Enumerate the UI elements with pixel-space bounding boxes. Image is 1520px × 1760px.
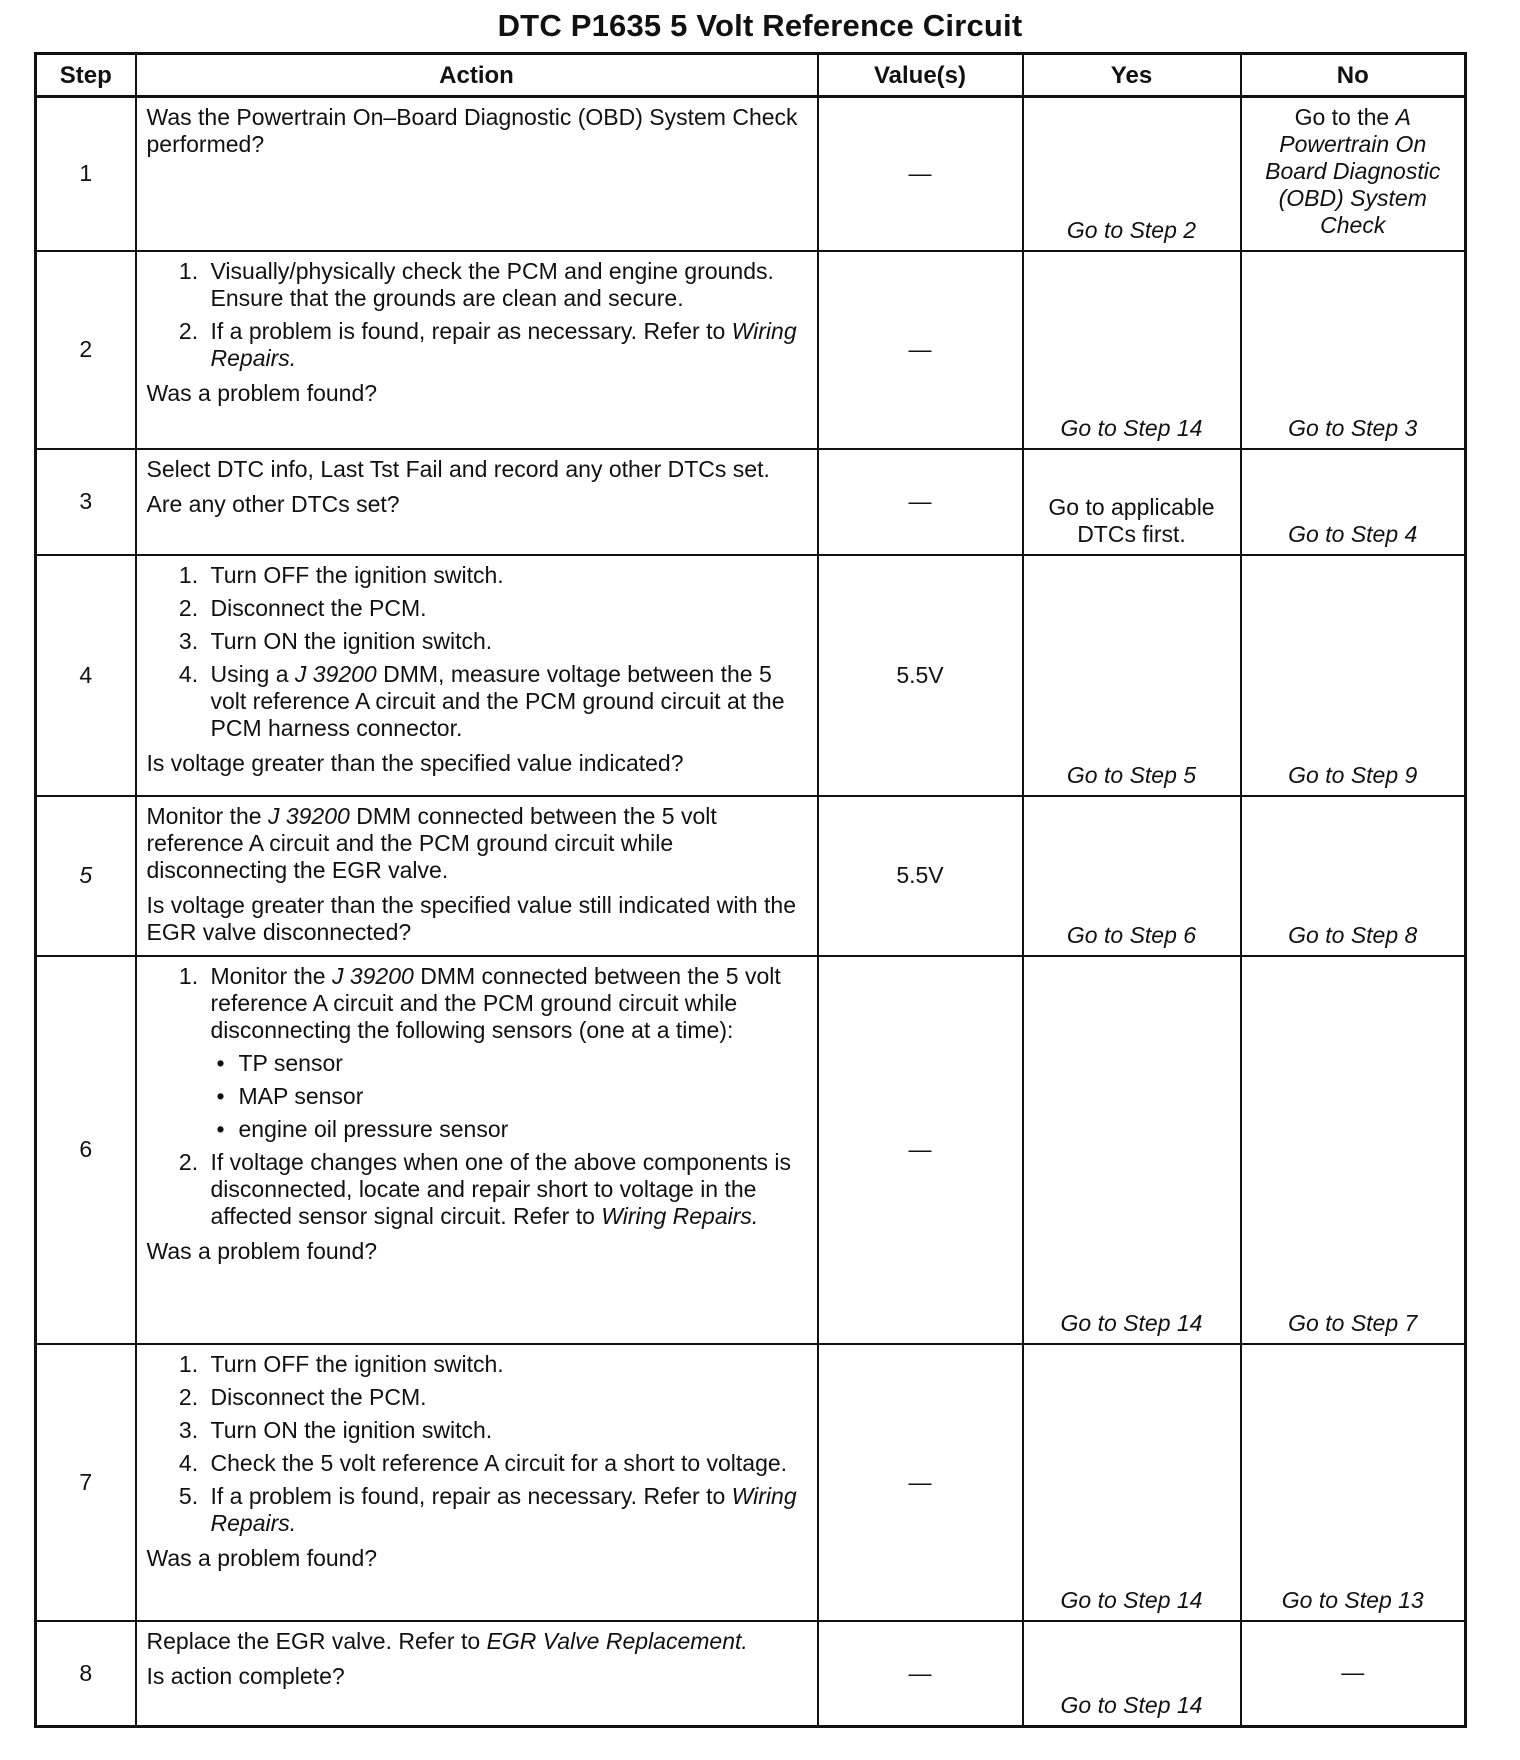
header-step: Step bbox=[36, 54, 136, 97]
action-step: 1. Visually/physically check the PCM and engine grounds. Ensure that the grounds are clean and secure. bbox=[205, 258, 807, 312]
table-row-step-2 bbox=[36, 251, 1466, 449]
action-step: 2. Disconnect the PCM. bbox=[205, 1384, 807, 1411]
action-cell bbox=[136, 1344, 818, 1621]
table-row-step-5 bbox=[36, 796, 1466, 956]
header-no: No bbox=[1241, 54, 1466, 97]
action-cell bbox=[136, 97, 818, 251]
step-number: 2 bbox=[36, 251, 136, 449]
yes-cell bbox=[1023, 1621, 1241, 1727]
action-steps bbox=[147, 258, 807, 372]
reference-link[interactable]: Wiring Repairs. bbox=[210, 317, 797, 371]
step-number: 1 bbox=[36, 97, 136, 251]
no-link[interactable]: Go to Step 9 bbox=[1288, 761, 1418, 788]
yes-cell bbox=[1023, 1344, 1241, 1621]
yes-link[interactable]: Go to Step 14 bbox=[1060, 1586, 1203, 1613]
header-yes: Yes bbox=[1023, 54, 1241, 97]
action-question: Is voltage greater than the specified value indicated? bbox=[146, 749, 684, 776]
step-number: 4 bbox=[36, 555, 136, 796]
yes-link[interactable]: Go to Step 14 bbox=[1060, 414, 1203, 441]
sensor-item: • engine oil pressure sensor bbox=[239, 1116, 807, 1143]
yes-cell bbox=[1023, 251, 1241, 449]
action-cell bbox=[136, 251, 818, 449]
action-step: 2. If voltage changes when one of the above components is disconnected, locate and repair short to voltage in the affected sensor signal circuit. Refer to Wiring Repairs. bbox=[205, 1149, 807, 1230]
table-header-row bbox=[36, 54, 1466, 97]
action-text: Monitor the J 39200 DMM connected between the 5 volt reference A circuit and the PCM ground circuit while disconnecting the EGR valve. bbox=[146, 802, 717, 883]
action-step: 2. If a problem is found, repair as necessary. Refer to Wiring Repairs. bbox=[205, 318, 807, 372]
action-text: Replace the EGR valve. Refer to EGR Valve Replacement. bbox=[146, 1627, 748, 1654]
action-steps bbox=[147, 963, 807, 1230]
yes-link[interactable]: Go to Step 2 bbox=[1066, 216, 1197, 243]
action-question: Is voltage greater than the specified value still indicated with the EGR valve disconnected? bbox=[146, 891, 796, 945]
table-row-step-7 bbox=[36, 1344, 1466, 1621]
action-step: 3. Turn ON the ignition switch. bbox=[205, 628, 807, 655]
no-prefix: Go to the bbox=[1294, 104, 1390, 130]
action-question: Was a problem found? bbox=[146, 1237, 378, 1264]
action-cell bbox=[136, 956, 818, 1344]
step-number: 6 bbox=[36, 956, 136, 1344]
value-cell: — bbox=[818, 97, 1023, 251]
action-step: 5. If a problem is found, repair as necessary. Refer to Wiring Repairs. bbox=[205, 1483, 807, 1537]
action-step: 1. Turn OFF the ignition switch. bbox=[205, 1351, 807, 1378]
yes-cell bbox=[1023, 956, 1241, 1344]
reference-link[interactable]: Wiring Repairs. bbox=[601, 1202, 759, 1229]
action-step: 4. Check the 5 volt reference A circuit for a short to voltage. bbox=[205, 1450, 807, 1477]
no-cell bbox=[1241, 796, 1466, 956]
no-link[interactable]: Go to Step 3 bbox=[1288, 414, 1418, 441]
yes-text[interactable]: Go to applicable DTCs first. bbox=[1048, 493, 1215, 547]
table-row-step-4 bbox=[36, 555, 1466, 796]
reference-link[interactable]: EGR Valve Replacement. bbox=[486, 1627, 748, 1654]
value-cell: — bbox=[818, 956, 1023, 1344]
page-title: DTC P1635 5 Volt Reference Circuit bbox=[497, 8, 1023, 43]
action-question: Is action complete? bbox=[146, 1662, 345, 1689]
action-text: Select DTC info, Last Tst Fail and record any other DTCs set. bbox=[146, 455, 770, 482]
step-number: 8 bbox=[36, 1621, 136, 1727]
action-question: Was a problem found? bbox=[146, 379, 378, 406]
header-values: Value(s) bbox=[818, 54, 1023, 97]
yes-cell bbox=[1023, 796, 1241, 956]
action-cell bbox=[136, 449, 818, 555]
table-row-step-6 bbox=[36, 956, 1466, 1344]
tool-name: J 39200 bbox=[294, 660, 377, 687]
no-cell bbox=[1241, 555, 1466, 796]
action-step: 4. Using a J 39200 DMM, measure voltage between the 5 volt reference A circuit and the PCM ground circuit at the PCM harness connector. bbox=[205, 661, 807, 742]
value-cell: — bbox=[818, 449, 1023, 555]
sensor-item: • MAP sensor bbox=[239, 1083, 807, 1110]
action-cell bbox=[136, 796, 818, 956]
reference-link[interactable]: Wiring Repairs. bbox=[210, 1482, 797, 1536]
no-cell bbox=[1241, 97, 1466, 251]
tool-name: J 39200 bbox=[267, 802, 350, 829]
yes-cell bbox=[1023, 97, 1241, 251]
sensor-item: • TP sensor bbox=[239, 1050, 807, 1077]
action-steps bbox=[147, 1351, 807, 1537]
no-cell bbox=[1241, 251, 1466, 449]
step-number: 7 bbox=[36, 1344, 136, 1621]
table-row-step-3 bbox=[36, 449, 1466, 555]
yes-link[interactable]: Go to Step 14 bbox=[1060, 1309, 1203, 1336]
diagnostic-table bbox=[34, 52, 1467, 1728]
no-link[interactable]: Go to Step 7 bbox=[1288, 1309, 1418, 1336]
action-cell bbox=[136, 1621, 818, 1727]
no-cell bbox=[1241, 956, 1466, 1344]
value-cell: 5.5V bbox=[818, 796, 1023, 956]
yes-link[interactable]: Go to Step 6 bbox=[1066, 921, 1197, 948]
no-cell: — bbox=[1241, 1621, 1466, 1727]
action-step: 1. Turn OFF the ignition switch. bbox=[205, 562, 807, 589]
yes-link[interactable]: Go to Step 5 bbox=[1066, 761, 1197, 788]
header-action: Action bbox=[136, 54, 818, 97]
value-cell: — bbox=[818, 1344, 1023, 1621]
yes-cell bbox=[1023, 449, 1241, 555]
step-number: 3 bbox=[36, 449, 136, 555]
action-step: 2. Disconnect the PCM. bbox=[205, 595, 807, 622]
value-cell: — bbox=[818, 251, 1023, 449]
action-step: 1. Monitor the J 39200 DMM connected between the 5 volt reference A circuit and the PCM ground circuit while disconnecting the following sensors (one at a time): • TP sensor • MAP sensor • engine oil pressure sensor bbox=[205, 963, 807, 1143]
yes-link[interactable]: Go to Step 14 bbox=[1060, 1692, 1203, 1718]
no-link[interactable]: A Powertrain On Board Diagnostic (OBD) System Check bbox=[1265, 104, 1441, 238]
action-cell bbox=[136, 555, 818, 796]
yes-cell bbox=[1023, 555, 1241, 796]
step-number: 5 bbox=[36, 796, 136, 956]
table-row-step-1 bbox=[36, 97, 1466, 251]
tool-name: J 39200 bbox=[331, 962, 414, 989]
table-row-step-8 bbox=[36, 1621, 1466, 1727]
action-steps bbox=[147, 562, 807, 742]
action-question: Was a problem found? bbox=[146, 1544, 378, 1571]
action-text: Was the Powertrain On–Board Diagnostic (OBD) System Check performed? bbox=[146, 104, 798, 157]
value-cell: — bbox=[818, 1621, 1023, 1727]
no-link[interactable]: Go to Step 13 bbox=[1281, 1586, 1424, 1613]
no-cell bbox=[1241, 449, 1466, 555]
no-link[interactable]: Go to Step 8 bbox=[1288, 921, 1418, 948]
no-cell bbox=[1241, 1344, 1466, 1621]
no-link[interactable]: Go to Step 4 bbox=[1288, 520, 1418, 547]
value-cell: 5.5V bbox=[818, 555, 1023, 796]
sensor-list bbox=[211, 1050, 807, 1143]
action-step: 3. Turn ON the ignition switch. bbox=[205, 1417, 807, 1444]
action-question: Are any other DTCs set? bbox=[146, 490, 400, 517]
